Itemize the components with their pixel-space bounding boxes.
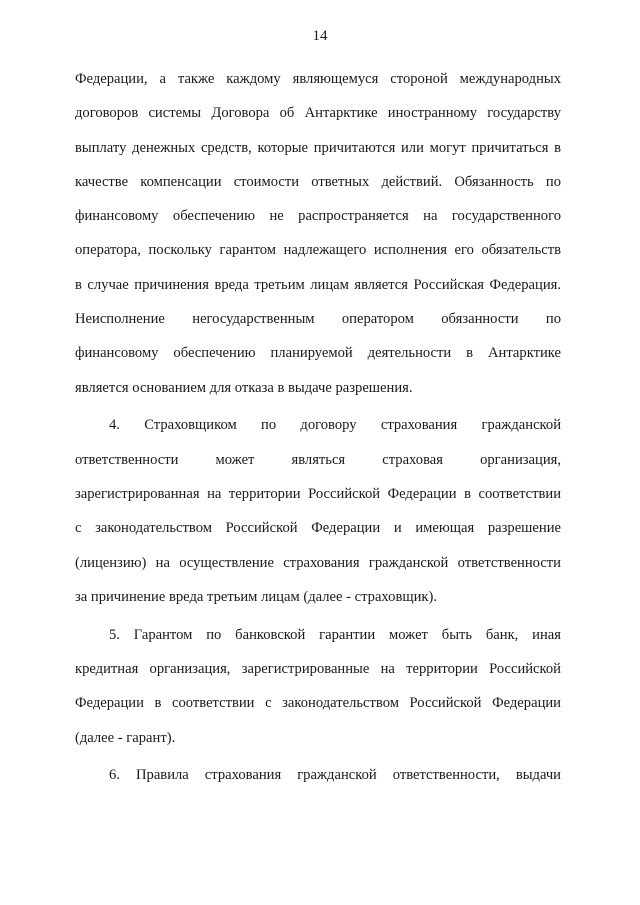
text-line: 4. Страховщиком по договору страхования гражданской — [109, 417, 561, 434]
text-line: договоров системы Договора об Антарктике иностранному государству — [75, 105, 561, 122]
text-line: является основанием для отказа в выдаче разрешения. — [75, 379, 413, 396]
text-line: (далее - гарант). — [75, 729, 176, 746]
text-line: Федерации, а также каждому являющемуся стороной международных — [75, 71, 561, 87]
page-number: 14 — [312, 28, 328, 44]
paragraph-continuation — [75, 62, 561, 405]
text-line: оператора, поскольку гарантом надлежащего исполнения его обязательств — [75, 242, 561, 259]
text-line: Неисполнение негосударственным оператором обязанности по — [75, 311, 561, 328]
document-body — [75, 62, 561, 793]
paragraph-item-6 — [75, 758, 561, 792]
text-line: финансовому обеспечению не распространяется на государственного — [75, 208, 561, 225]
text-line: Федерации в соответствии с законодательством Российской Федерации — [75, 695, 561, 712]
text-line: за причинение вреда третьим лицам (далее - страховщик). — [75, 588, 438, 605]
text-line: с законодательством Российской Федерации и имеющая разрешение — [75, 520, 561, 537]
text-line: качестве компенсации стоимости ответных действий. Обязанность по — [75, 173, 561, 190]
text-line: кредитная организация, зарегистрированные на территории Российской — [75, 661, 561, 678]
text-line: финансовому обеспечению планируемой деятельности в Антарктике — [75, 345, 561, 362]
text-line: выплату денежных средств, которые причитаются или могут причитаться в — [75, 139, 561, 156]
text-line: (лицензию) на осуществление страхования гражданской ответственности — [75, 554, 561, 571]
text-line: ответственности может являться страховая организация, — [75, 451, 561, 468]
text-line: зарегистрированная на территории Российской Федерации в соответствии — [75, 486, 561, 503]
text-line: 5. Гарантом по банковской гарантии может быть банк, иная — [109, 626, 561, 643]
text-line: 6. Правила страхования гражданской ответственности, выдачи — [109, 767, 561, 784]
paragraph-item-5 — [75, 618, 561, 755]
paragraph-item-4 — [75, 408, 561, 614]
text-line: в случае причинения вреда третьим лицам является Российская Федерация. — [75, 276, 561, 293]
